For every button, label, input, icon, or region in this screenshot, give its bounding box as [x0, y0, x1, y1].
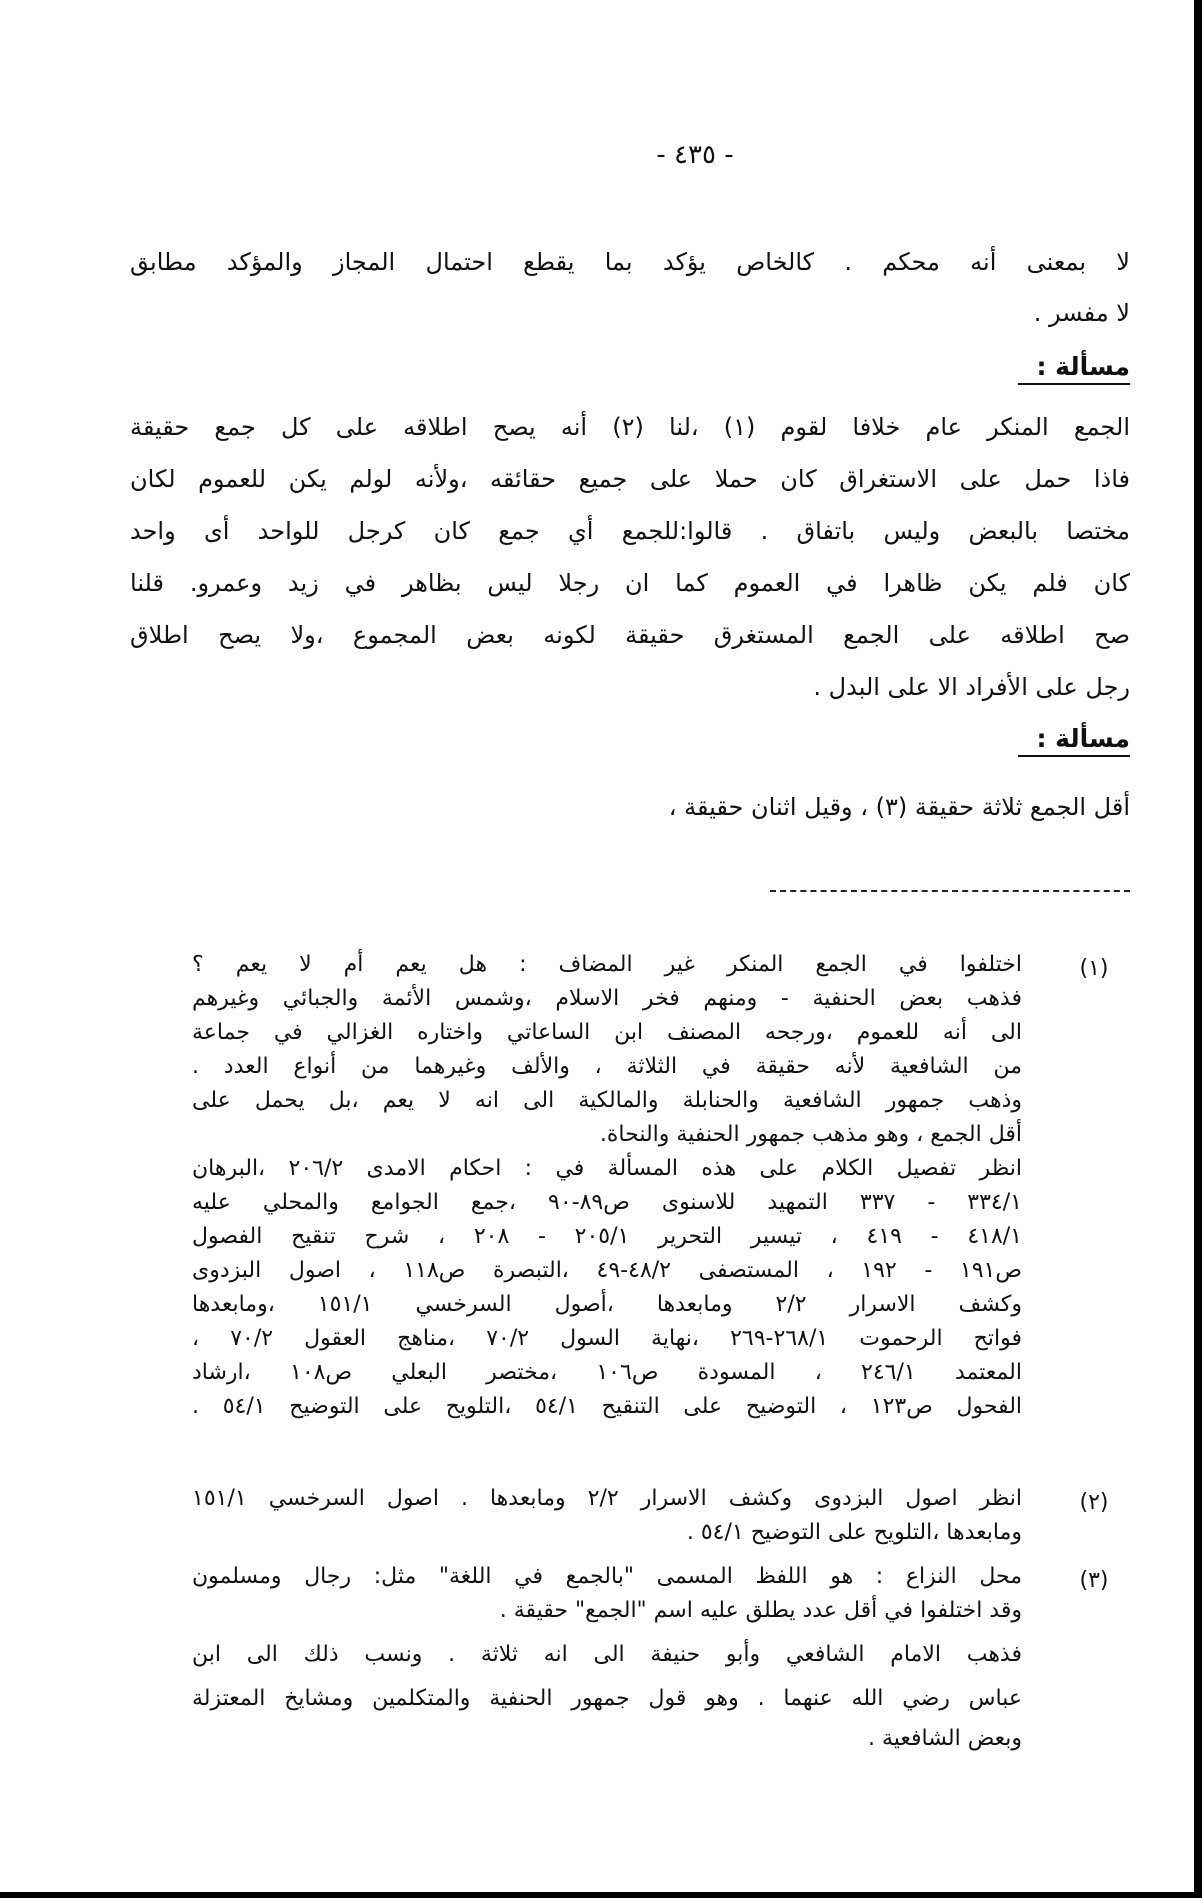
- question-heading: مسألة :: [1018, 352, 1130, 385]
- footnote-divider: [770, 890, 1130, 892]
- footnote-line: وبعض الشافعية .: [868, 1726, 1022, 1751]
- footnote-line: انظر اصول البزدوى وكشف الاسرار ٢/٢ ومابعدها . اصول السرخسي ١٥١/١: [192, 1486, 1022, 1511]
- footnote-line: وقد اختلفوا في أقل عدد يطلق عليه اسم "الجمع" حقيقة .: [499, 1598, 1022, 1623]
- scan-edge-right: [1194, 0, 1202, 1898]
- footnote-line: عباس رضي الله عنهما . وهو قول جمهور الحنفية والمتكلمين ومشايخ المعتزلة: [192, 1686, 1022, 1711]
- scan-edge-bottom: [0, 1892, 1202, 1898]
- body-line: فاذا حمل على الاستغراق كان حملا على جميع حقائقه ،ولأنه لولم يكن للعموم لكان: [130, 465, 1130, 493]
- footnote-marker: (١): [1079, 956, 1109, 981]
- footnote-line: ومابعدها ،التلويح على التوضيح ٥٤/١ .: [686, 1520, 1022, 1545]
- footnote-marker: (٢): [1079, 1490, 1109, 1515]
- footnote-marker: (٣): [1079, 1568, 1109, 1593]
- footnote-line: ص١٩١ - ١٩٢ ، المستصفى ٤٨/٢-٤٩ ،التبصرة ص١١٨ ، اصول البزدوى: [192, 1258, 1022, 1283]
- footnote-line: محل النزاع : هو اللفظ المسمى "بالجمع في اللغة" مثل: رجال ومسلمون: [192, 1564, 1022, 1589]
- footnote-line: ٣٣٤/١ - ٣٣٧ التمهيد للاسنوى ص٨٩-٩٠ ،جمع الجوامع والمحلي عليه: [192, 1190, 1022, 1215]
- footnote-line: ٤١٨/١ - ٤١٩ ، تيسير التحرير ٢٠٥/١ - ٢٠٨ ، شرح تنقيح الفصول: [192, 1224, 1022, 1249]
- body-line: كان فلم يكن ظاهرا في العموم كما ان رجلا ليس بظاهر في زيد وعمرو. قلنا: [130, 569, 1130, 597]
- footnote-line: وذهب جمهور الشافعية والحنابلة والمالكية الى انه لا يعم ،بل يحمل على: [192, 1088, 1022, 1113]
- footnote-line: الفحول ص١٢٣ ، التوضيح على التنقيح ٥٤/١ ،التلويح على التوضيح ٥٤/١ .: [192, 1394, 1023, 1419]
- page-number: - ٤٣٥ -: [656, 140, 734, 170]
- body-line: أقل الجمع ثلاثة حقيقة (٣) ، وقيل اثنان حقيقة ،: [668, 793, 1130, 821]
- body-line: رجل على الأفراد الا على البدل .: [813, 673, 1130, 701]
- footnote-line: انظر تفصيل الكلام على هذه المسألة في : احكام الامدى ٢٠٦/٢ ،البرهان: [192, 1156, 1022, 1181]
- footnote-line: الى أنه للعموم ،ورجحه المصنف ابن الساعاتي واختاره الغزالي في جماعة: [192, 1020, 1022, 1045]
- footnote-line: المعتمد ٢٤٦/١ ، المسودة ص١٠٦ ،مختصر البعلي ص١٠٨ ،ارشاد: [192, 1360, 1022, 1385]
- question-heading: مسألة :: [1018, 724, 1130, 757]
- footnote-line: فواتح الرحموت ٢٦٨/١-٢٦٩ ،نهاية السول ٧٠/٢ ،مناهج العقول ٧٠/٢ ،: [192, 1326, 1023, 1351]
- footnote-line: اختلفوا في الجمع المنكر غير المضاف : هل يعم أم لا يعم ؟: [192, 952, 1022, 977]
- footnote-line: من الشافعية لأنه حقيقة في الثلاثة ، والألف وغيرهما من أنواع العدد .: [192, 1054, 1022, 1079]
- body-line: لا بمعنى أنه محكم . كالخاص يؤكد بما يقطع احتمال المجاز والمؤكد مطابق: [130, 248, 1130, 276]
- footnote-line: فذهب الامام الشافعي وأبو حنيفة الى انه ثلاثة . ونسب ذلك الى ابن: [192, 1642, 1022, 1667]
- body-line: لا مفسر .: [1033, 299, 1130, 327]
- body-line: الجمع المنكر عام خلافا لقوم (١) ،لنا (٢) أنه يصح اطلاقه على كل جمع حقيقة: [130, 413, 1130, 441]
- body-line: صح اطلاقه على الجمع المستغرق حقيقة لكونه بعض المجموع ،ولا يصح اطلاق: [130, 621, 1130, 649]
- footnote-line: فذهب بعض الحنفية - ومنهم فخر الاسلام ،وشمس الأئمة والجبائي وغيرهم: [192, 986, 1022, 1011]
- footnote-line: أقل الجمع ، وهو مذهب جمهور الحنفية والنحاة.: [599, 1122, 1022, 1147]
- footnote-line: وكشف الاسرار ٢/٢ ومابعدها ،أصول السرخسي ١٥١/١ ،ومابعدها: [192, 1292, 1023, 1317]
- body-line: مختصا بالبعض وليس باتفاق . قالوا:للجمع أي جمع كان كرجل للواحد أى واحد: [130, 517, 1130, 545]
